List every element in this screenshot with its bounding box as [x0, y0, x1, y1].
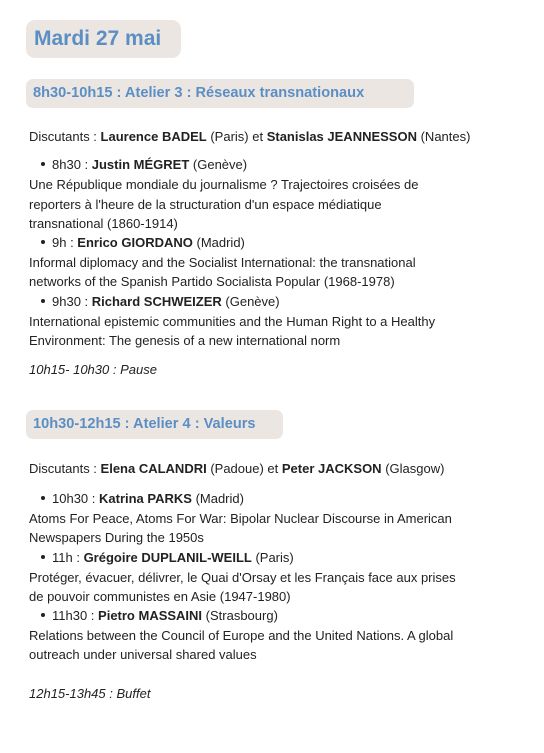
bullet-icon [41, 555, 45, 559]
talk-place: (Madrid) [191, 491, 244, 506]
talk-speaker: Pietro MASSAINI [98, 608, 203, 623]
talk-title-line: de pouvoir communistes en Asie (1947-1980) [29, 589, 291, 604]
talk-speaker-line [41, 293, 280, 311]
talk-title-line: transnational (1860-1914) [29, 216, 178, 231]
talk-title-line: Environment: The genesis of a new international norm [29, 333, 341, 348]
talk-place: (Paris) [251, 550, 294, 565]
session-2-discutants [29, 460, 444, 478]
bullet-icon [41, 299, 45, 303]
talk-time: 8h30 : [52, 157, 92, 172]
talk-speaker-line [41, 234, 245, 252]
discutant-name: Elena CALANDRI [100, 461, 207, 476]
discutant-place: (Paris) et [206, 129, 267, 144]
talk-place: (Genève) [189, 157, 248, 172]
talk-title-line: Une République mondiale du journalisme ? Trajectoires croisées de [29, 177, 419, 192]
discutant-place: (Padoue) et [206, 461, 282, 476]
talk-speaker-line [41, 607, 278, 625]
talk-place: (Genève) [221, 294, 280, 309]
talk-time: 11h30 : [52, 608, 99, 623]
talk-place: (Madrid) [192, 235, 245, 250]
bullet-icon [41, 240, 45, 244]
session-1-header: 8h30-10h15 : Atelier 3 : Réseaux transnationaux [26, 79, 414, 108]
talk-time: 9h30 : [52, 294, 92, 309]
talk-title-line: reporters à l'heure de la structuration d'un espace médiatique [29, 197, 382, 212]
talk-speaker: Justin MÉGRET [91, 157, 190, 172]
talk-time: 9h : [52, 235, 78, 250]
discutant-place: (Nantes) [416, 129, 471, 144]
discutant-name: Peter JACKSON [281, 461, 382, 476]
talk-title-line: outreach under universal shared values [29, 647, 257, 662]
talk-title-line: Atoms For Peace, Atoms For War: Bipolar Nuclear Discourse in American [29, 511, 452, 526]
talk-speaker-line [41, 549, 294, 567]
bullet-icon [41, 613, 45, 617]
talk-speaker: Grégoire DUPLANIL-WEILL [83, 550, 252, 565]
talk-time: 10h30 : [52, 491, 99, 506]
talk-place: (Strasbourg) [202, 608, 278, 623]
talk-speaker-line [41, 490, 244, 508]
talk-speaker: Richard SCHWEIZER [91, 294, 222, 309]
talk-speaker: Enrico GIORDANO [77, 235, 193, 250]
discutants-label: Discutants : [29, 129, 101, 144]
discutant-name: Stanislas JEANNESSON [266, 129, 417, 144]
day-title: Mardi 27 mai [26, 20, 181, 58]
session-2-break: 12h15-13h45 : Buffet [29, 686, 151, 701]
session-1-discutants [29, 128, 470, 146]
bullet-icon [41, 162, 45, 166]
talk-title-line: Newspapers During the 1950s [29, 530, 204, 545]
talk-speaker-line [41, 156, 247, 174]
discutants-label: Discutants : [29, 461, 101, 476]
talk-title-line: Relations between the Council of Europe and the United Nations. A global [29, 628, 454, 643]
talk-speaker: Katrina PARKS [99, 491, 192, 506]
discutant-name: Laurence BADEL [100, 129, 207, 144]
session-2-header: 10h30-12h15 : Atelier 4 : Valeurs [26, 410, 283, 439]
talk-title-line: International epistemic communities and the Human Right to a Healthy [29, 314, 436, 329]
bullet-icon [41, 496, 45, 500]
session-1-break: 10h15- 10h30 : Pause [29, 362, 157, 377]
discutant-place: (Glasgow) [381, 461, 445, 476]
talk-title-line: Informal diplomacy and the Socialist International: the transnational [29, 255, 416, 270]
talk-title-line: Protéger, évacuer, délivrer, le Quai d'Orsay et les Français face aux prises [29, 570, 456, 585]
talk-title-line: networks of the Spanish Partido Socialista Popular (1968-1978) [29, 274, 395, 289]
talk-time: 11h : [52, 550, 84, 565]
